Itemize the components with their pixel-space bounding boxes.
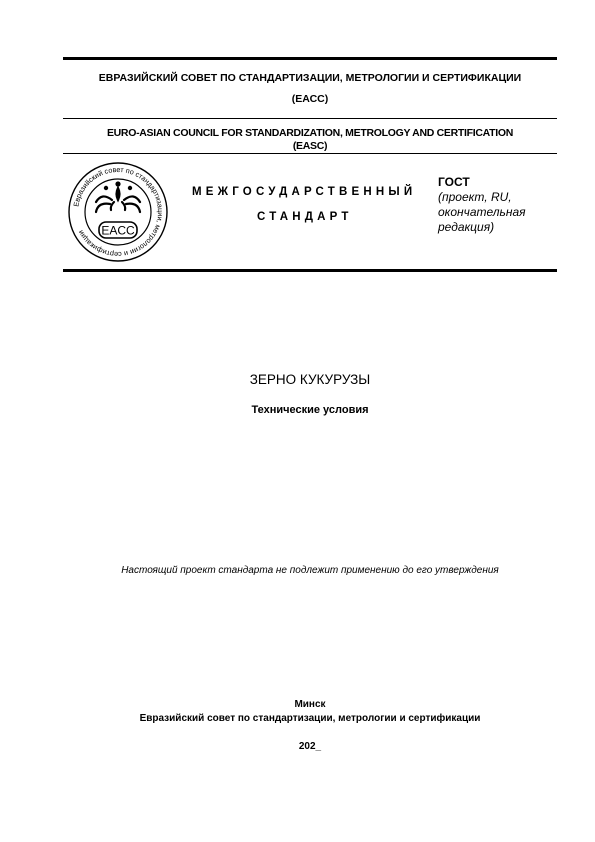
header-divider <box>63 118 557 119</box>
org-name-ru: ЕВРАЗИЙСКИЙ СОВЕТ ПО СТАНДАРТИЗАЦИИ, МЕТРОЛОГИИ И СЕРТИФИКАЦИИ <box>98 72 522 84</box>
imprint-publisher: Евразийский совет по стандартизации, метрологии и сертификации <box>139 713 481 724</box>
header-divider-lower <box>63 153 557 154</box>
document-title: ЗЕРНО КУКУРУЗЫ <box>249 372 371 387</box>
easc-logo <box>66 160 170 264</box>
org-abbr-en: (EASC) <box>292 140 328 152</box>
logo-emblem-label: EACC <box>101 223 135 238</box>
gost-status-line: (проект, RU, <box>438 190 512 204</box>
standard-type-line1: МЕЖГОСУДАРСТВЕННЫЙ <box>192 186 417 198</box>
gost-label: ГОСТ <box>438 175 470 189</box>
gost-status-line: редакция) <box>438 220 495 234</box>
gost-status-line: окончательная <box>438 205 526 219</box>
gost-block <box>438 175 526 235</box>
easc-emblem-icon <box>66 160 170 264</box>
imprint-city: Минск <box>294 699 326 710</box>
logo-ring-text: Евразийский совет по стандартизации, метрологии и сертификации <box>71 164 166 260</box>
document-subtitle: Технические условия <box>251 404 369 416</box>
org-abbr-ru: (ЕАСС) <box>291 93 329 105</box>
standard-type-line2: СТАНДАРТ <box>257 211 353 223</box>
draft-notice: Настоящий проект стандарта не подлежит применению до его утверждения <box>121 565 499 576</box>
top-rule <box>63 57 557 60</box>
imprint-year: 202_ <box>298 741 322 752</box>
org-name-en: EURO-ASIAN COUNCIL FOR STANDARDIZATION, METROLOGY AND CERTIFICATION <box>106 127 514 139</box>
header-bottom-rule <box>63 269 557 272</box>
